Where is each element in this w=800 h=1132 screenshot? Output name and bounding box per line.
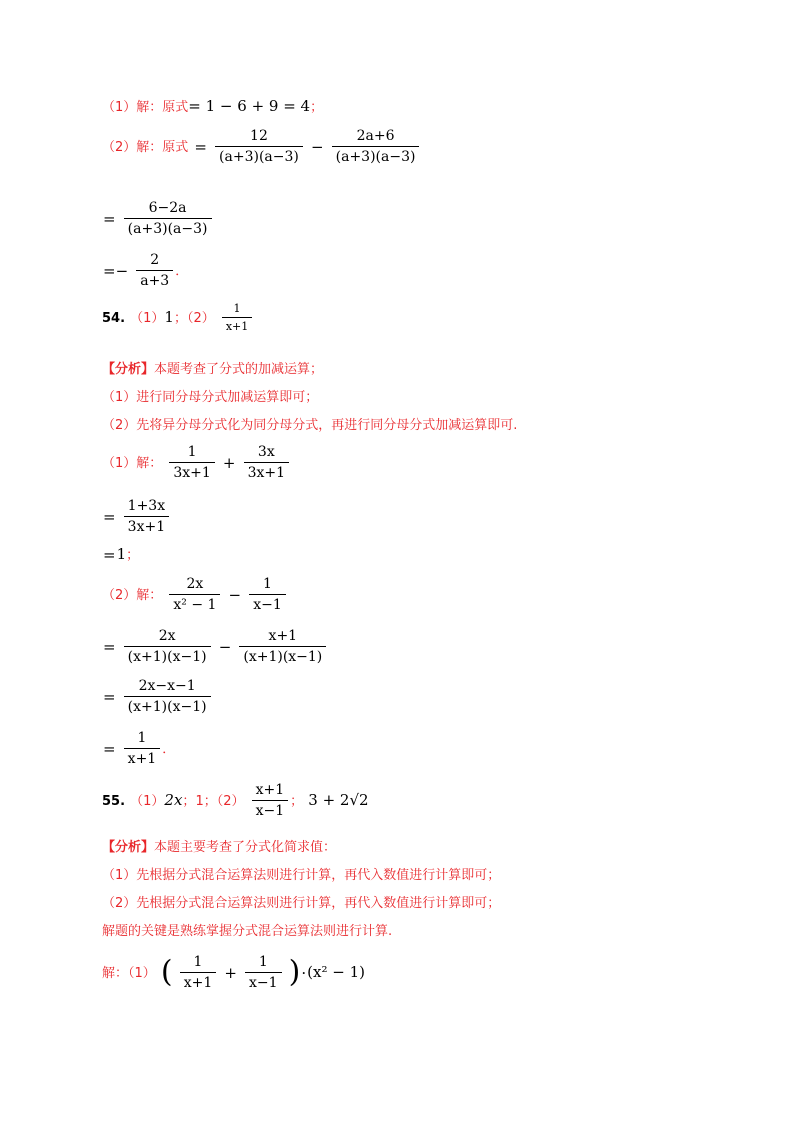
fraction: $\frac{1}{x+1}$: [124, 730, 161, 767]
fraction: $\frac{2}{a+3}$: [136, 252, 173, 289]
b1-line4: =− $\frac{2}{a+3}$ ．: [103, 252, 189, 289]
q54-s1-l3: =1；: [103, 545, 140, 564]
step-label: （1）解：原式: [102, 100, 189, 115]
fraction: $\frac{3x}{3x+1}$: [244, 444, 289, 481]
q54-s2-l3: = $\frac{2x-x-1}{(x+1)(x-1)}$: [102, 678, 213, 715]
fraction: $\frac{1}{x+1}$: [180, 954, 217, 991]
q54-s1-l2: = $\frac{1+3x}{3x+1}$: [102, 498, 171, 535]
q54-s2-l4: = $\frac{1}{x+1}$ ．: [103, 730, 176, 767]
fraction: $\frac{1}{x-1}$: [249, 576, 286, 613]
q55-p3: 解题的关键是熟练掌握分式混合运算法则进行计算.: [102, 924, 393, 939]
q55-answer: 55. （1）2x；1；（2） $\frac{x+1}{x-1}$ ； 3 + 2√2: [102, 782, 369, 819]
q55-p1: （1）先根据分式混合运算法则进行计算，再代入数值进行计算即可；: [102, 868, 501, 883]
fraction: $\frac{2x}{(x+1)(x-1)}$: [124, 628, 211, 665]
fraction: $\frac{x+1}{x-1}$: [252, 782, 289, 819]
fraction: $\frac{2x-x-1}{(x+1)(x-1)}$: [124, 678, 211, 715]
fraction: $\frac{6-2a}{(a+3)(a-3)}$: [124, 200, 212, 237]
q54-s1: （1）解： $\frac{1}{3x+1}$ + $\frac{3x}{3x+1}$: [102, 444, 291, 481]
q55-analysis: 【分析】本题主要考查了分式化简求值：: [102, 840, 337, 855]
equation: = 1 − 6 + 9 = 4: [188, 97, 311, 115]
analysis-tag: 【分析】: [102, 840, 155, 855]
q54-p2: （2）先将异分母分式化为同分母分式，再进行同分母分式加减运算即可.: [102, 418, 518, 433]
fraction: $\frac{1+3x}{3x+1}$: [124, 498, 169, 535]
question-number: 55.: [102, 794, 126, 809]
b1-line1: [102, 96, 323, 115]
step-label: （2）解：原式: [102, 140, 189, 155]
q54-s2: （2）解： $\frac{2x}{\text{x² − 1}}$ − $\frac{1}{x-1}$: [102, 576, 288, 613]
fraction: $\frac{1}{x+1}$: [222, 302, 252, 333]
q54-answer: 54. （1）1；（2） $\frac{1}{x+1}$: [102, 302, 254, 333]
punct: ；: [310, 100, 324, 115]
b1-line2: （2）解：原式 = $\frac{12}{(a+3)(a-3)}$ − $\frac{2a+6}{(a+3)(a-3)}$: [102, 128, 421, 165]
question-number: 54.: [102, 311, 126, 326]
q54-analysis: 【分析】本题考查了分式的加减运算；: [102, 362, 324, 377]
analysis-tag: 【分析】: [102, 362, 155, 377]
fraction: $\frac{12}{(a+3)(a-3)}$: [215, 128, 303, 165]
fraction: $\frac{1}{3x+1}$: [169, 444, 214, 481]
q55-p2: （2）先根据分式混合运算法则进行计算，再代入数值进行计算即可；: [102, 896, 501, 911]
q54-p1: （1）进行同分母分式加减运算即可；: [102, 390, 319, 405]
b1-line3: = $\frac{6-2a}{(a+3)(a-3)}$: [102, 200, 214, 237]
fraction: $\frac{x+1}{(x+1)(x-1)}$: [239, 628, 326, 665]
q54-s2-l2: = $\frac{2x}{(x+1)(x-1)}$ − $\frac{x+1}{(x+1)(x-1)}$: [102, 628, 328, 665]
fraction: $\frac{2a+6}{(a+3)(a-3)}$: [332, 128, 420, 165]
fraction: $\frac{1}{x-1}$: [245, 954, 282, 991]
fraction: $\frac{2x}{\text{x² − 1}}$: [169, 576, 220, 613]
q55-s1: 解：（1） ( $\frac{1}{x+1}$ + $\frac{1}{x-1}$ )·(x² − 1): [102, 954, 365, 991]
